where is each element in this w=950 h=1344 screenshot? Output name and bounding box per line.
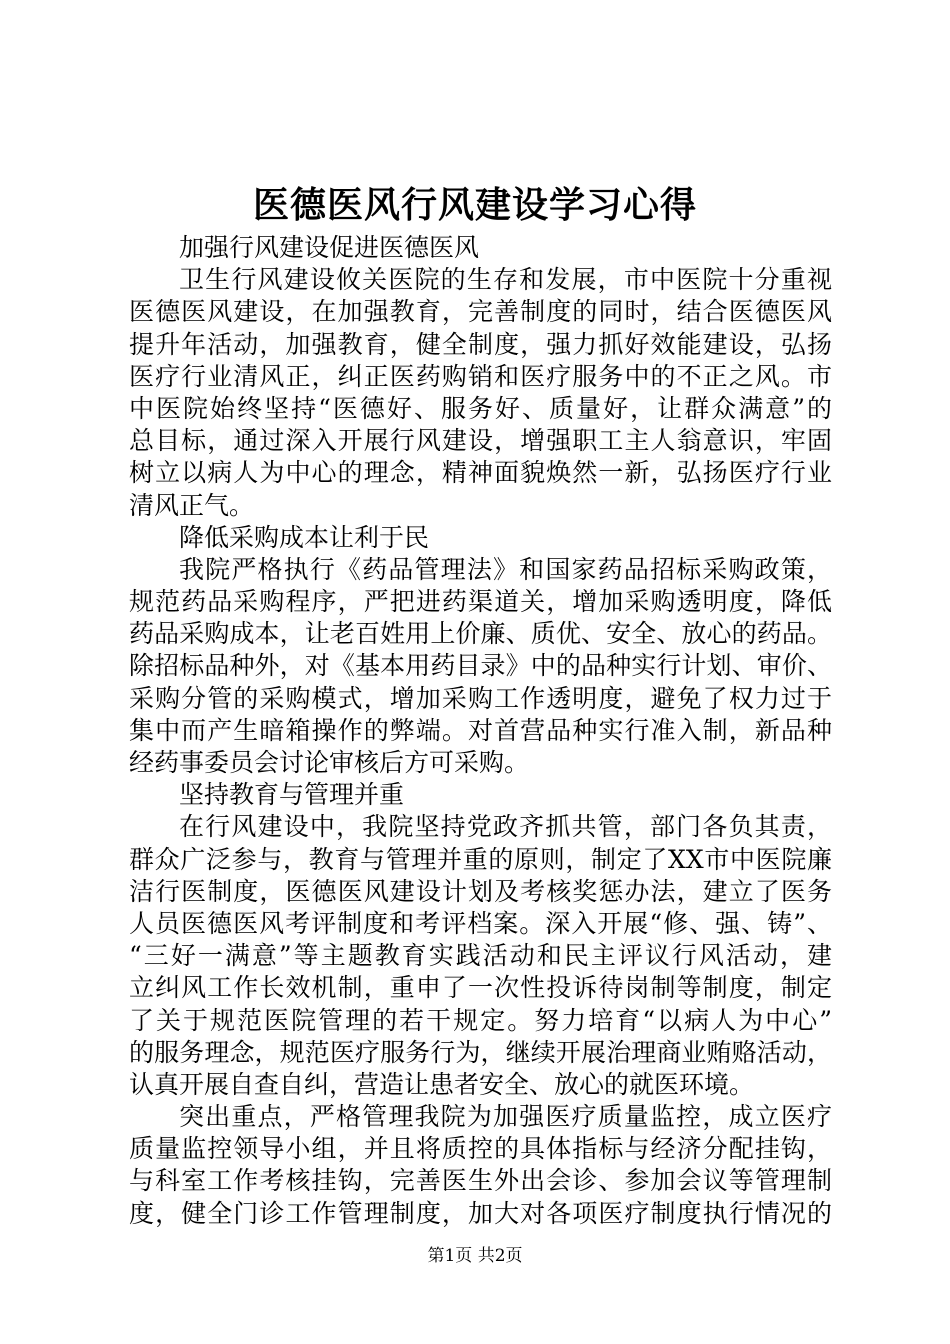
paragraph-first-line: 在行风建设中，我院坚持党政齐抓共管，部门各负其责， — [179, 812, 832, 842]
text-line: 医疗行业清风正，纠正医药购销和医疗服务中的不正之风。市 — [129, 361, 832, 391]
page-footer: 第1页 共2页 — [427, 1246, 523, 1266]
text-line: 清风正气。 — [129, 490, 255, 520]
document-title: 医德医风行风建设学习心得 — [252, 184, 697, 226]
text-line: 度，健全门诊工作管理制度，加大对各项医疗制度执行情况的 — [129, 1198, 832, 1228]
text-line: 总目标，通过深入开展行风建设，增强职工主人翁意识，牢固 — [129, 426, 832, 456]
text-line: 认真开展自查自纠，营造让患者安全、放心的就医环境。 — [129, 1069, 755, 1099]
paragraph-first-line: 卫生行风建设攸关医院的生存和发展，市中医院十分重视 — [179, 265, 832, 295]
text-line: 中医院始终坚持“医德好、服务好、质量好，让群众满意”的 — [129, 393, 832, 423]
text-line: 除招标品种外，对《基本用药目录》中的品种实行计划、审价、 — [129, 651, 832, 681]
text-line: 了关于规范医院管理的若干规定。努力培育“以病人为中心” — [129, 1005, 832, 1035]
paragraph-first-line: 降低采购成本让利于民 — [179, 522, 430, 552]
text-line: 集中而产生暗箱操作的弊端。对首营品种实行准入制，新品种 — [129, 715, 832, 745]
text-line: 提升年活动，加强教育，健全制度，强力抓好效能建设，弘扬 — [129, 329, 832, 359]
text-line: 人员医德医风考评制度和考评档案。深入开展“修、强、铸”、 — [129, 908, 832, 938]
document-body — [129, 232, 832, 1230]
text-line: 洁行医制度，医德医风建设计划及考核奖惩办法，建立了医务 — [129, 876, 832, 906]
text-line: 规范药品采购程序，严把进药渠道关，增加采购透明度，降低 — [129, 587, 832, 617]
text-line: 质量监控领导小组，并且将质控的具体指标与经济分配挂钩， — [129, 1134, 832, 1164]
text-line: 立纠风工作长效机制，重申了一次性投诉待岗制等制度，制定 — [129, 973, 832, 1003]
text-line: 与科室工作考核挂钩，完善医生外出会诊、参加会议等管理制 — [129, 1166, 832, 1196]
text-line: 采购分管的采购模式，增加采购工作透明度，避免了权力过于 — [129, 683, 832, 713]
text-line: 群众广泛参与，教育与管理并重的原则，制定了XX市中医院廉 — [129, 844, 832, 874]
text-line: 树立以病人为中心的理念，精神面貌焕然一新，弘扬医疗行业 — [129, 458, 832, 488]
text-line: 医德医风建设，在加强教育，完善制度的同时，结合医德医风 — [129, 297, 832, 327]
text-line: “三好一满意”等主题教育实践活动和民主评议行风活动，建 — [129, 941, 832, 971]
paragraph-first-line: 坚持教育与管理并重 — [179, 780, 405, 810]
text-line: 药品采购成本，让老百姓用上价廉、质优、安全、放心的药品。 — [129, 619, 832, 649]
text-line: 经药事委员会讨论审核后方可采购。 — [129, 748, 530, 777]
text-line: 的服务理念，规范医疗服务行为，继续开展治理商业贿赂活动， — [129, 1037, 832, 1067]
paragraph-first-line: 突出重点，严格管理我院为加强医疗质量监控，成立医疗 — [179, 1102, 832, 1132]
paragraph-first-line: 我院严格执行《药品管理法》和国家药品招标采购政策， — [179, 554, 832, 584]
paragraph-first-line: 加强行风建设促进医德医风 — [179, 233, 480, 262]
